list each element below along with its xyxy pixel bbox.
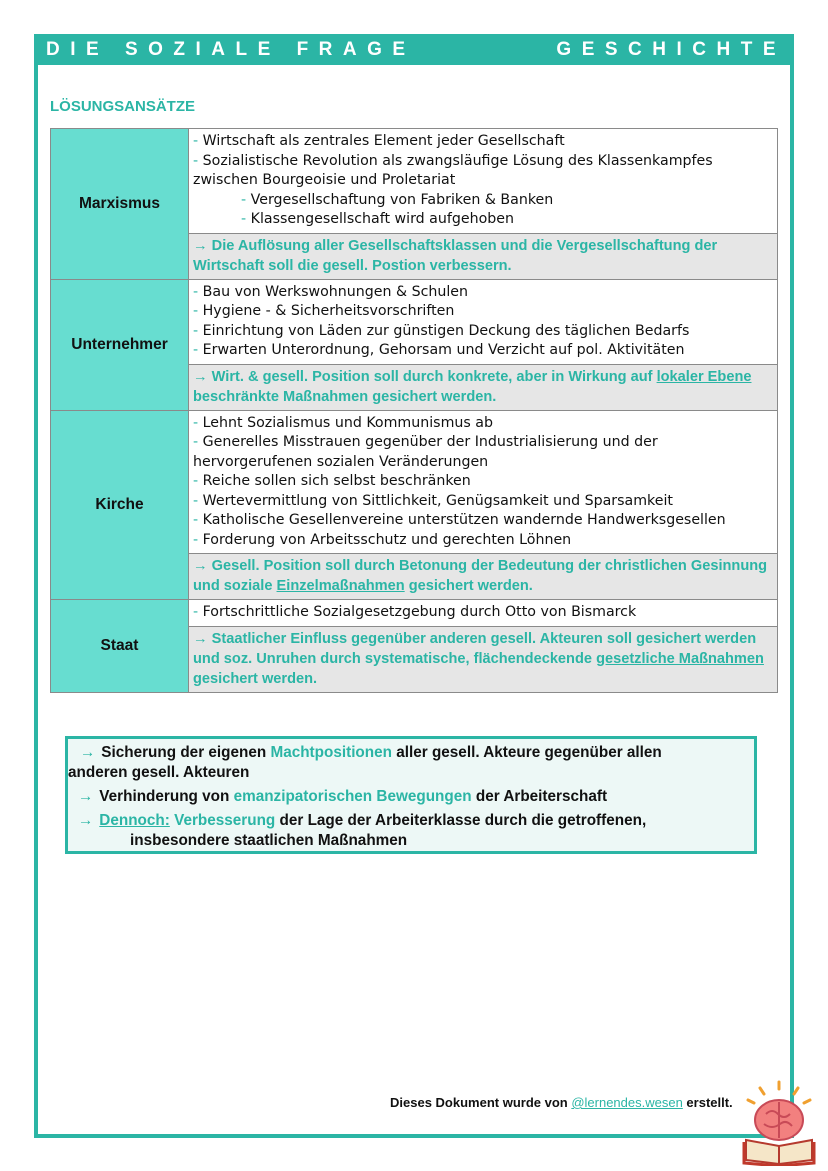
list-item: - Forderung von Arbeitsschutz und gerechten Löhnen bbox=[193, 531, 572, 548]
footer-credit: Dieses Dokument wurde von @lernendes.wesen erstellt. bbox=[390, 1095, 733, 1110]
author-link[interactable]: @lernendes.wesen bbox=[571, 1095, 683, 1110]
summary-line: anderen gesell. Akteuren bbox=[68, 764, 250, 781]
list-item: - Reiche sollen sich selbst beschränken bbox=[193, 473, 471, 489]
summary-line: → Verhinderung von emanzipatorischen Bewegungen der Arbeiterschaft bbox=[78, 788, 608, 805]
header-subject: GESCHICHTE bbox=[556, 38, 786, 60]
row-conclusion: → Wirt. & gesell. Position soll durch konkrete, aber in Wirkung auf lokaler Ebene beschränkte Maßnahmen gesichert werden. bbox=[189, 364, 778, 410]
row-content bbox=[189, 129, 778, 234]
row-content bbox=[189, 600, 778, 627]
list-item: - Wertevermittlung von Sittlichkeit, Genügsamkeit und Sparsamkeit bbox=[193, 492, 673, 509]
row-content bbox=[189, 279, 778, 364]
summary-line: → Dennoch: Verbesserung der Lage der Arbeiterklasse durch die getroffenen, bbox=[78, 812, 647, 829]
list-item: - Hygiene - & Sicherheitsvorschriften bbox=[193, 303, 455, 319]
row-label: Kirche bbox=[51, 410, 189, 600]
arrow-icon: → bbox=[78, 812, 94, 829]
row-conclusion: → Die Auflösung aller Gesellschaftsklassen und die Vergesellschaftung der Wirtschaft soll die gesell. Postion verbessern. bbox=[189, 233, 778, 279]
list-item: - Wirtschaft als zentrales Element jeder Gesellschaft bbox=[193, 133, 565, 149]
list-item: - Erwarten Unterordnung, Gehorsam und Verzicht auf pol. Aktivitäten bbox=[193, 342, 685, 358]
section-title: LÖSUNGSANSÄTZE bbox=[50, 98, 196, 115]
list-item: - Generelles Misstrauen gegenüber der Industrialisierung und der hervorgerufenen sozialen Veränderungen bbox=[193, 434, 658, 470]
page-header bbox=[34, 34, 794, 65]
list-subitem: - Klassengesellschaft wird aufgehoben bbox=[241, 211, 514, 227]
table-row bbox=[51, 600, 778, 627]
table-row bbox=[51, 279, 778, 364]
row-conclusion: → Staatlicher Einfluss gegenüber anderen gesell. Akteuren soll gesichert werden und soz. Unruhen durch systematische, flächendeckende gesetzliche Maßnahmen gesichert werden. bbox=[189, 626, 778, 692]
summary-box bbox=[65, 736, 757, 854]
arrow-icon: → bbox=[78, 788, 94, 805]
list-item: - Einrichtung von Läden zur günstigen Deckung des täglichen Bedarfs bbox=[193, 322, 690, 339]
header-title: DIE SOZIALE FRAGE bbox=[46, 38, 416, 60]
row-label: Marxismus bbox=[51, 129, 189, 280]
summary-line: insbesondere staatlichen Maßnahmen bbox=[130, 832, 408, 849]
row-content bbox=[189, 410, 778, 554]
list-item: - Fortschrittliche Sozialgesetzgebung durch Otto von Bismarck bbox=[193, 604, 637, 620]
table-row bbox=[51, 129, 778, 234]
list-item: - Sozialistische Revolution als zwangsläufige Lösung des Klassenkampfes zwischen Bourgeoisie und Proletariat bbox=[193, 152, 713, 188]
row-label: Staat bbox=[51, 600, 189, 693]
list-item: - Katholische Gesellenvereine unterstützen wandernde Handwerksgesellen bbox=[193, 512, 726, 528]
row-label: Unternehmer bbox=[51, 279, 189, 410]
summary-line: → Sicherung der eigenen Machtpositionen aller gesell. Akteure gegenüber allen bbox=[80, 744, 662, 761]
list-subitem: - Vergesellschaftung von Fabriken & Banken bbox=[241, 191, 554, 208]
solutions-table bbox=[50, 128, 778, 693]
arrow-icon: → bbox=[80, 744, 96, 761]
list-item: - Lehnt Sozialismus und Kommunismus ab bbox=[193, 414, 493, 431]
row-conclusion: → Gesell. Position soll durch Betonung der Bedeutung der christlichen Gesinnung und soziale Einzelmaßnahmen gesichert werden. bbox=[189, 554, 778, 600]
table-row bbox=[51, 410, 778, 554]
brain-book-icon bbox=[738, 1080, 820, 1166]
list-item: - Bau von Werkswohnungen & Schulen bbox=[193, 283, 469, 300]
